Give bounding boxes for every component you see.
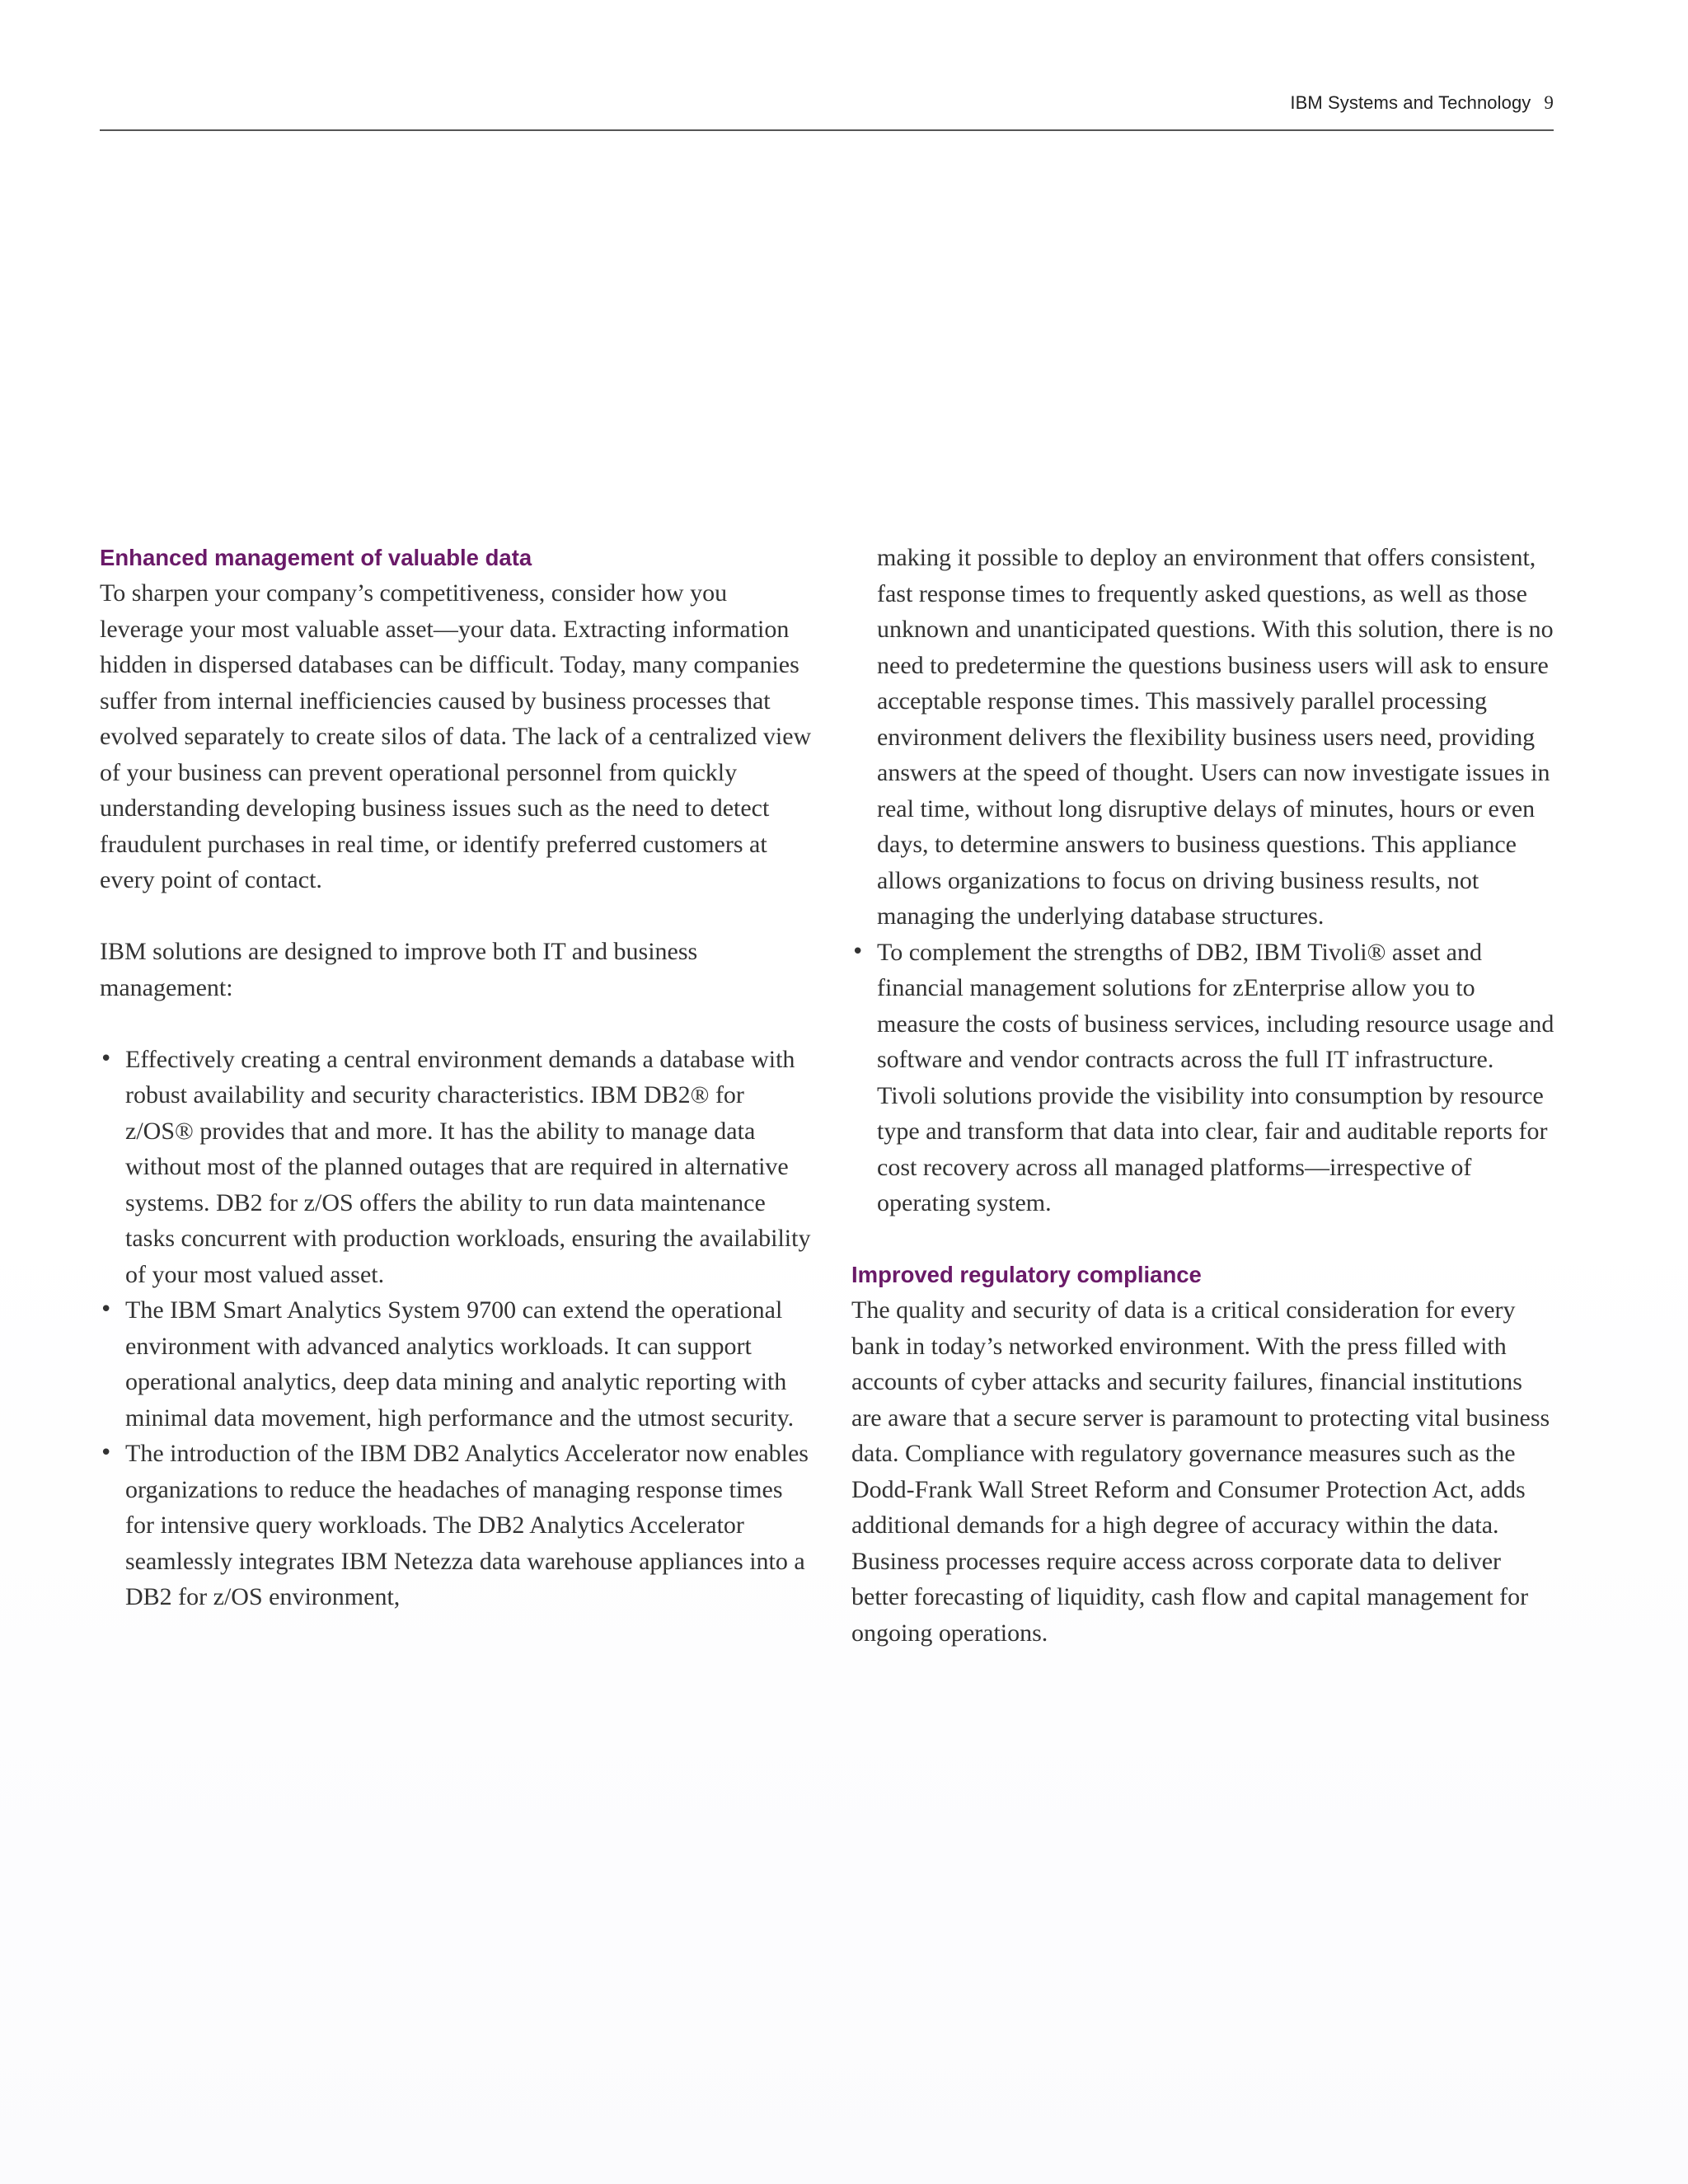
paragraph-spacer (100, 1005, 817, 1042)
bullet-continuation: making it possible to deploy an environment that offers consistent, fast response times to frequently asked questions, as well as those unknown and unanticipated questions. With this solution, there is no need to predetermine the questions business users will ask to ensure acceptable response times. This massively parallel processing environment delivers the flexibility business users need, providing answers at the speed of thought. Users can now investigate issues in real time, without long disruptive delays of minutes, hours or even days, to determine answers to business questions. This appliance allows organizations to focus on driving business results, not managing the underlying database structures. (877, 544, 1554, 930)
paragraph-spacer (100, 898, 817, 935)
section-heading-regulatory-compliance: Improved regulatory compliance (851, 1262, 1202, 1287)
bullet-item-smart-analytics: • The IBM Smart Analytics System 9700 can extend the operational environment with advanced analytics workloads. It can support operational analytics, deep data mining and analytic reporting with minimal data movement, high performance and the utmost security. (100, 1292, 817, 1436)
bullet-item-tivoli: • To complement the strengths of DB2, IBM Tivoli® asset and financial management solutions for zEnterprise allow you to measure the costs of business services, including resource usage and software and vendor contracts across the full IT infrastructure. Tivoli solutions provide the visibility into consumption by resource type and transform that data into clear, fair and auditable reports for cost recovery across all managed platforms—irrespective of operating system. (851, 935, 1556, 1221)
running-header (1290, 92, 1554, 114)
paragraph-spacer (851, 1221, 1556, 1258)
section-heading-data-management: Enhanced management of valuable data (100, 545, 532, 570)
compliance-paragraph: The quality and security of data is a critical consideration for every bank in today’s networked environment. With the press filled with accounts of cyber attacks and security failures, financial institutions are aware that a secure server is paramount to protecting vital business data. Compliance with regulatory governance measures such as the Dodd-Frank Wall Street Reform and Consumer Protection Act, adds additional demands for a high degree of accuracy within the data. Business processes require access across corporate data to deliver better forecasting of liquidity, cash flow and capital management for ongoing operations. (851, 1296, 1550, 1647)
page-number: 9 (1544, 92, 1554, 113)
left-column (100, 540, 817, 1615)
bullet-item-analytics-accelerator: • The introduction of the IBM DB2 Analytics Accelerator now enables organizations to reduce the headaches of managing response times for intensive query workloads. The DB2 Analytics Accelerator seamlessly integrates IBM Netezza data warehouse appliances into a DB2 for z/OS environment, (100, 1436, 817, 1615)
right-column (851, 540, 1556, 1651)
solutions-paragraph: IBM solutions are designed to improve both IT and business management: (100, 938, 698, 1001)
solutions-bullet-list-continued (851, 935, 1556, 1221)
intro-paragraph: To sharpen your company’s competitiveness, consider how you leverage your most valuable asset—your data. Extracting information hidden in dispersed databases can be difficult. Today, many companies suffer from internal inefficiencies caused by business processes that evolved separately to create silos of data. The lack of a centralized view of your business can prevent operational personnel from quickly understanding developing business issues such as the need to detect fraudulent purchases in real time, or identify preferred customers at every point of contact. (100, 579, 812, 893)
running-title: IBM Systems and Technology (1290, 92, 1531, 113)
solutions-bullet-list (100, 1042, 817, 1615)
header-rule (100, 129, 1554, 131)
bullet-item-db2: • Effectively creating a central environment demands a database with robust availability and security characteristics. IBM DB2® for z/OS® provides that and more. It has the ability to manage data without most of the planned outages that are required in alternative systems. DB2 for z/OS offers the ability to run data maintenance tasks concurrent with production workloads, ensuring the availability of your most valued asset. (100, 1042, 817, 1293)
